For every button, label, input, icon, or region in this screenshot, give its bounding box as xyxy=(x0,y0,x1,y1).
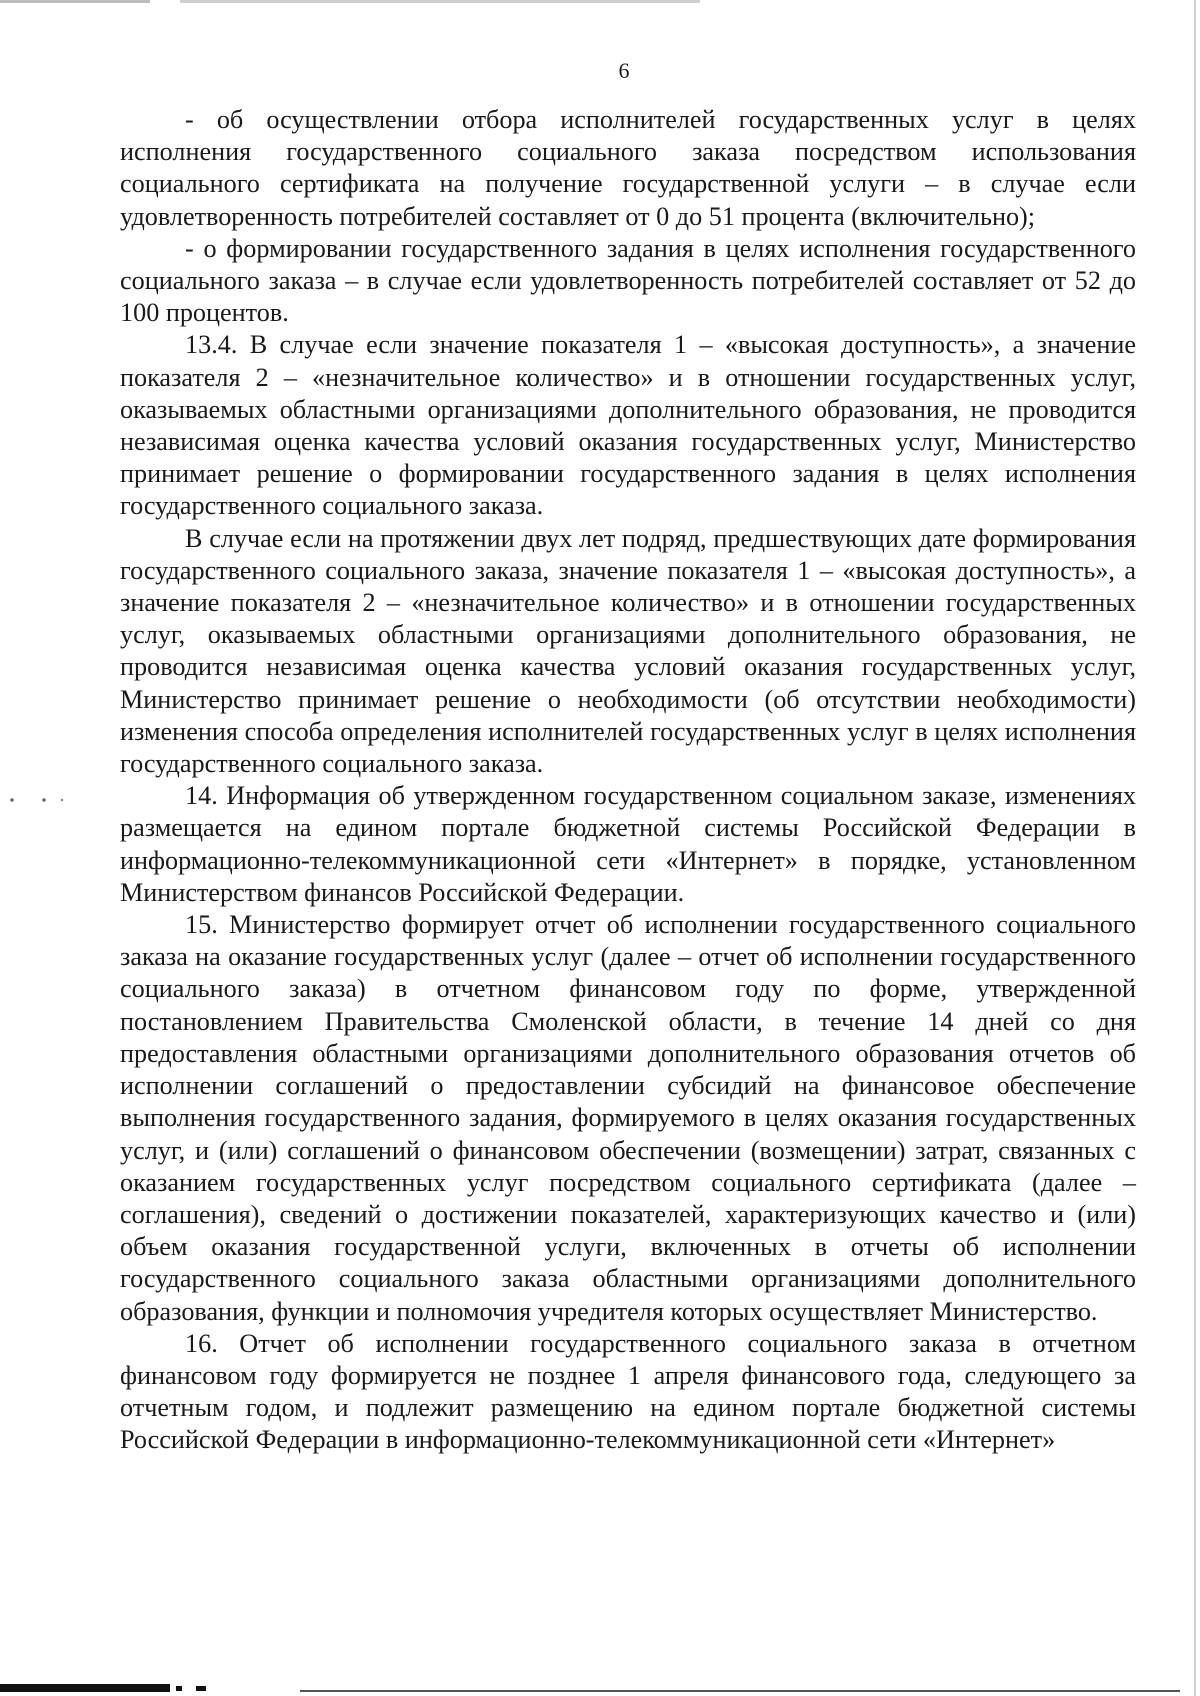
page-number: 6 xyxy=(618,58,630,83)
scan-edge-bottom-marks xyxy=(176,1686,206,1691)
paragraph-state-assignment: - о формировании государственного задания в целях исполнения государственного социального заказа – в случае если удовлетворенность потребителей составляет от 52 до 100 процентов. xyxy=(120,233,1136,328)
scan-edge-bottom-bar xyxy=(0,1684,170,1692)
scan-edge-right xyxy=(1194,0,1196,1696)
scan-specks xyxy=(8,798,68,802)
paragraph-15: 15. Министерство формирует отчет об исполнении государственного социального заказа на оказание государственных услуг (далее – отчет об исполнении государственного социального заказа) в отчетном финансовом году по форме, утвержденной постановлением Правительства Смоленской области, в течение 14 дней со дня предоставления областными организациями дополнительного образования отчетов об исполнении соглашений о предоставлении субсидий на финансовое обеспечение выполнения государственного задания, формируемого в целях оказания государственных услуг, и (или) соглашений о финансовом обеспечении (возмещении) затрат, связанных с оказанием государственных услуг посредством социального сертификата (далее – соглашения), сведений о достижении показателей, характеризующих качество и (или) объем оказания государственной услуги, включенных в отчеты об исполнении государственного социального заказа областными организациями дополнительного образования, функции и полномочия учредителя которых осуществляет Министерство. xyxy=(120,910,1136,1326)
paragraph-selection-of-providers: - об осуществлении отбора исполнителей государственных услуг в целях исполнения государственного социального заказа посредством использования социального сертификата на получение государственной услуги – в случае если удовлетворенность потребителей составляет от 0 до 51 процента (включительно); xyxy=(120,105,1136,231)
paragraph-16: 16. Отчет об исполнении государственного социального заказа в отчетном финансовом году формируется не позднее 1 апреля финансового года, следующего за отчетным годом, и подлежит размещению на едином портале бюджетной системы Российской Федерации в информационно-телекоммуникационной сети «Интернет» xyxy=(120,1328,1136,1455)
scan-edge-bottom-line xyxy=(300,1690,1180,1692)
paragraph-13-4: 13.4. В случае если значение показателя 1 – «высокая доступность», а значение показателя 2 – «незначительное количество» и в отношении государственных услуг, оказываемых областными организациями дополнительного образования, не проводится независимая оценка качества условий оказания государственных услуг, Министерство принимает решение о формировании государственного задания в целях исполнения государственного социального заказа. xyxy=(120,330,1136,521)
paragraph-two-years: В случае если на протяжении двух лет подряд, предшествующих дате формирования государственного социального заказа, значение показателя 1 – «высокая доступность», а значение показателя 2 – «незначительное количество» и в отношении государственных услуг, оказываемых областными организациями дополнительного образования, не проводится независимая оценка качества условий оказания государственных услуг, Министерство принимает решение о необходимости (об отсутствии необходимости) изменения способа определения исполнителей государственных услуг в целях исполнения государственного социального заказа. xyxy=(120,523,1136,779)
scan-edge-top xyxy=(0,0,1200,3)
paragraph-14: 14. Информация об утвержденном государственном социальном заказе, изменениях размещается на едином портале бюджетной системы Российской Федерации в информационно-телекоммуникационной сети «Интернет» в порядке, установленном Министерством финансов Российской Федерации. xyxy=(120,781,1136,907)
document-body xyxy=(120,104,1136,1457)
